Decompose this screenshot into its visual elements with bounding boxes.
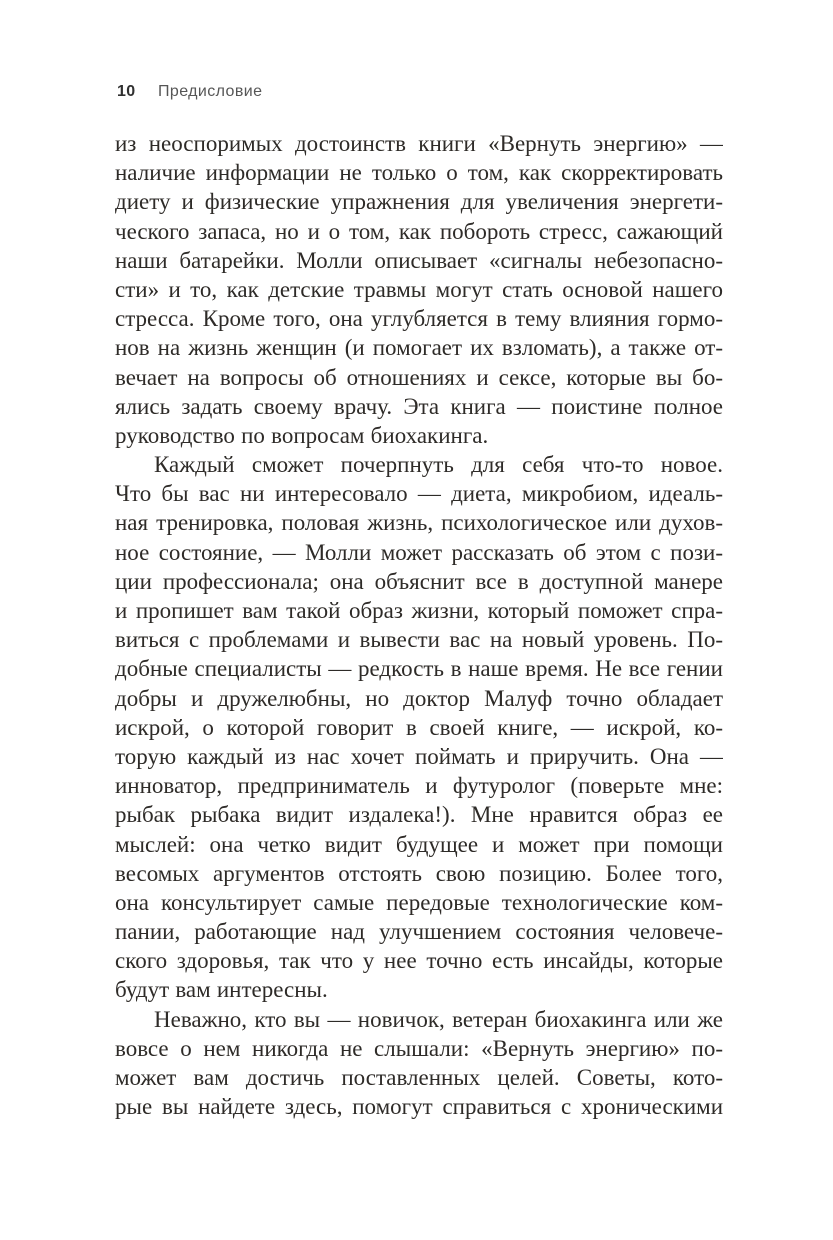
- text-line: сти» и то, как детские травмы могут стать основой нашего: [115, 276, 723, 302]
- text-line: инноватор, предприниматель и футуролог (поверьте мне:: [115, 773, 723, 799]
- paragraph: [115, 129, 723, 450]
- text-line: Каждый сможет почерпнуть для себя что-то новое.: [154, 452, 723, 478]
- text-line: торую каждый из нас хочет поймать и приручить. Она —: [115, 743, 723, 769]
- text-line: вечает на вопросы об отношениях и сексе, которые вы бо-: [115, 364, 723, 390]
- text-line: наши батарейки. Молли описывает «сигналы небезопасно-: [115, 247, 723, 273]
- text-line: ского здоровья, так что у нее точно есть инсайды, которые: [115, 948, 723, 974]
- running-title: Предисловие: [158, 83, 263, 100]
- text-line: мыслей: она четко видит будущее и может при помощи: [115, 831, 723, 857]
- text-line: может вам достичь поставленных целей. Советы, кото-: [115, 1065, 723, 1090]
- text-line: будут вам интересны.: [115, 977, 328, 1003]
- text-line: и пропишет вам такой образ жизни, который поможет спра-: [115, 598, 723, 623]
- text-line: ная тренировка, половая жизнь, психологическое или духов-: [115, 510, 723, 536]
- page-number: 10: [117, 83, 136, 100]
- text-line: рые вы найдете здесь, помогут справиться с хроническими: [115, 1094, 723, 1120]
- text-line: Что бы вас ни интересовало — диета, микробиом, идеаль-: [115, 481, 723, 507]
- text-line: рыбак рыбака видит издалека!). Мне нравится образ ее: [115, 802, 723, 828]
- body-text: [115, 129, 723, 1121]
- text-line: добные специалисты — редкость в наше время. Не все гении: [115, 656, 723, 682]
- text-line: вовсе о нем никогда не слышали: «Вернуть энергию» по-: [115, 1035, 723, 1061]
- text-line: ялись задать своему врачу. Эта книга — поистине полное: [115, 393, 723, 419]
- text-line: пании, работающие над улучшением состояния человече-: [115, 919, 723, 945]
- text-line: руководство по вопросам биохакинга.: [115, 422, 489, 448]
- text-line: весомых аргументов отстоять свою позицию. Более того,: [115, 860, 723, 886]
- text-line: наличие информации не только о том, как скорректировать: [115, 160, 723, 186]
- text-line: из неоспоримых достоинств книги «Вернуть энергию» —: [115, 131, 723, 156]
- text-line: она консультирует самые передовые технологические ком-: [115, 889, 723, 915]
- paragraph: [115, 450, 723, 1005]
- page-header: [117, 84, 262, 100]
- text-line: Неважно, кто вы — новичок, ветеран биохакинга или же: [154, 1006, 723, 1032]
- text-line: искрой, о которой говорит в своей книге, — искрой, ко-: [115, 714, 723, 740]
- text-line: стресса. Кроме того, она углубляется в тему влияния гормо-: [115, 306, 723, 332]
- text-line: ции профессионала; она объяснит все в доступной манере: [115, 568, 723, 594]
- text-line: диету и физические упражнения для увеличения энергети-: [115, 189, 723, 215]
- text-line: нов на жизнь женщин (и помогает их взломать), а также от-: [115, 335, 723, 361]
- text-line: ное состояние, — Молли может рассказать об этом с пози-: [115, 539, 723, 565]
- text-line: виться с проблемами и вывести вас на новый уровень. По-: [115, 627, 723, 653]
- paragraph: [115, 1005, 723, 1122]
- text-line: добры и дружелюбны, но доктор Малуф точно обладает: [115, 685, 723, 711]
- text-line: ческого запаса, но и о том, как побороть стресс, сажающий: [115, 218, 723, 244]
